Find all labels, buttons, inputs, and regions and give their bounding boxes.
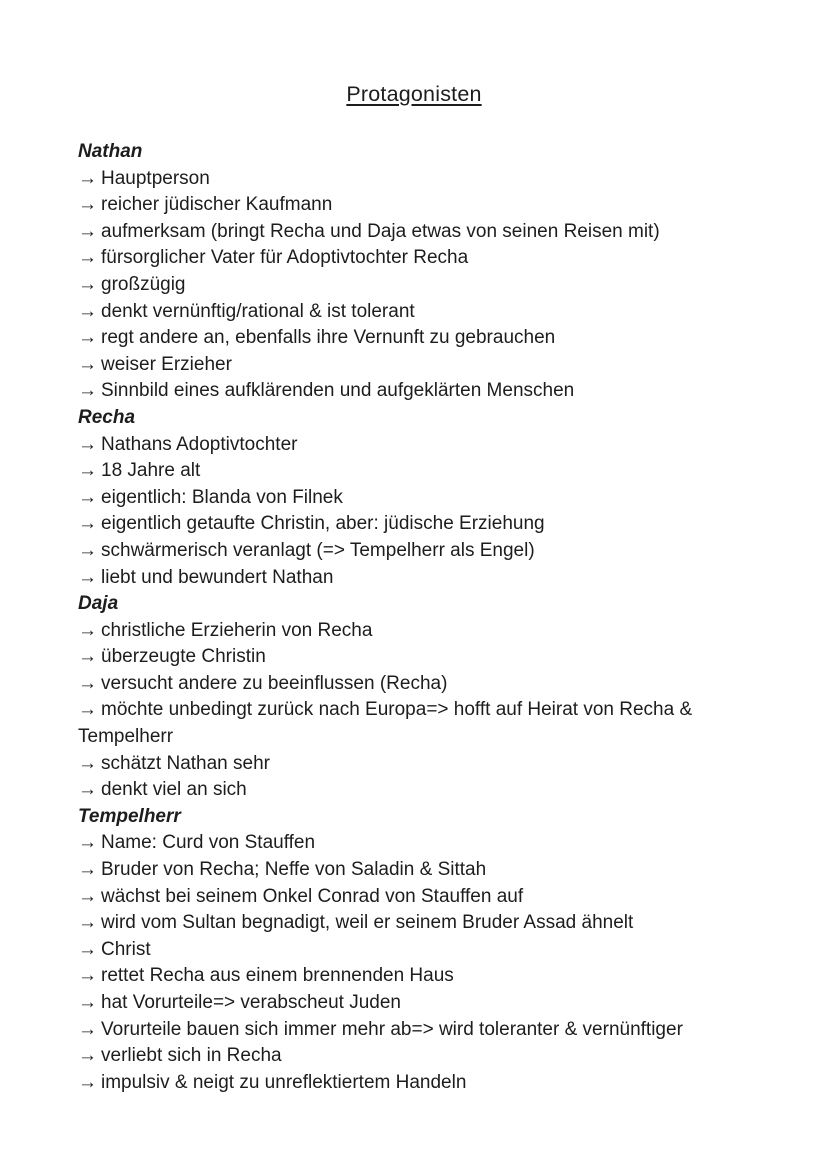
arrow-icon: → [78, 220, 97, 242]
section-header-recha: Recha [78, 406, 136, 428]
note-item-text: großzügig [101, 273, 186, 295]
note-item [78, 511, 750, 538]
note-item-text: aufmerksam (bringt Recha und Daja etwas von seinen Reisen mit) [101, 220, 660, 242]
arrow-icon: → [78, 1071, 97, 1093]
note-item-text: Christ [101, 938, 151, 960]
note-item-text: wächst bei seinem Onkel Conrad von Stauffen auf [101, 885, 524, 907]
note-item [78, 777, 750, 804]
section-header-daja: Daja [78, 593, 119, 615]
note-item [78, 458, 750, 485]
note-item [78, 352, 750, 379]
arrow-icon: → [78, 859, 97, 881]
protagonists-notes [78, 139, 750, 1096]
note-item [78, 671, 750, 698]
note-item-text: Bruder von Recha; Neffe von Saladin & Sittah [101, 859, 487, 881]
arrow-icon: → [78, 460, 97, 482]
arrow-icon: → [78, 832, 97, 854]
note-item [78, 990, 750, 1017]
note-item-text: hat Vorurteile=> verabscheut Juden [101, 992, 401, 1013]
note-item-text: Hauptperson [101, 167, 210, 189]
note-item [78, 1043, 750, 1070]
note-item-text: verliebt sich in Recha [101, 1045, 282, 1067]
arrow-icon: → [78, 433, 97, 455]
note-item [78, 857, 750, 884]
arrow-icon: → [78, 938, 97, 960]
note-item [78, 378, 750, 405]
note-item [78, 937, 750, 964]
note-item-text: 18 Jahre alt [101, 460, 201, 482]
arrow-icon: → [78, 380, 97, 402]
arrow-icon: → [78, 779, 97, 801]
arrow-icon: → [78, 672, 97, 694]
note-item-text: liebt und bewundert Nathan [101, 566, 334, 588]
arrow-icon: → [78, 699, 97, 721]
note-item [78, 485, 750, 512]
note-item-text: denkt vernünftig/rational & ist tolerant [101, 300, 415, 322]
note-item-text: fürsorglicher Vater für Adoptivtochter Recha [101, 247, 469, 269]
note-item-text: denkt viel an sich [101, 779, 247, 801]
note-item [78, 245, 750, 272]
arrow-icon: → [78, 1018, 97, 1040]
arrow-icon: → [78, 486, 97, 508]
note-item [78, 963, 750, 990]
note-item-text: Vorurteile bauen sich immer mehr ab=> wird toleranter & vernünftiger [101, 1018, 683, 1040]
note-item-text: schwärmerisch veranlagt (=> Tempelherr als Engel) [101, 539, 535, 561]
note-item [78, 325, 750, 352]
arrow-icon: → [78, 992, 97, 1013]
note-item-text: versucht andere zu beeinflussen (Recha) [101, 672, 448, 694]
note-item [78, 219, 750, 246]
arrow-icon: → [78, 539, 97, 561]
note-item-text: möchte unbedingt zurück nach Europa=> hofft auf Heirat von Recha & Tempelherr [78, 699, 693, 748]
note-item-text: impulsiv & neigt zu unreflektiertem Handeln [101, 1071, 467, 1093]
note-item [78, 1070, 750, 1097]
note-item-text: eigentlich: Blanda von Filnek [101, 486, 343, 508]
note-item [78, 432, 750, 459]
note-item-text: eigentlich getaufte Christin, aber: jüdische Erziehung [101, 513, 545, 535]
note-item [78, 299, 750, 326]
note-item-text: überzeugte Christin [101, 646, 266, 668]
note-item-text: Sinnbild eines aufklärenden und aufgeklärten Menschen [101, 380, 575, 402]
note-item [78, 1017, 750, 1044]
note-item [78, 272, 750, 299]
note-item [78, 618, 750, 645]
note-item [78, 192, 750, 219]
note-item-text: christliche Erzieherin von Recha [101, 619, 373, 641]
arrow-icon: → [78, 247, 97, 269]
note-item [78, 565, 750, 592]
note-item-text: Name: Curd von Stauffen [101, 832, 316, 854]
arrow-icon: → [78, 912, 97, 934]
note-item [78, 644, 750, 671]
note-item-text: reicher jüdischer Kaufmann [101, 194, 333, 216]
note-item [78, 751, 750, 778]
arrow-icon: → [78, 752, 97, 774]
note-item [78, 538, 750, 565]
arrow-icon: → [78, 885, 97, 907]
page-title: Protagonisten [346, 82, 482, 106]
section-header-tempelherr: Tempelherr [78, 805, 181, 827]
arrow-icon: → [78, 965, 97, 987]
arrow-icon: → [78, 273, 97, 295]
arrow-icon: → [78, 619, 97, 641]
section-header-nathan: Nathan [78, 141, 143, 162]
arrow-icon: → [78, 566, 97, 588]
arrow-icon: → [78, 646, 97, 668]
arrow-icon: → [78, 167, 97, 189]
arrow-icon: → [78, 513, 97, 535]
arrow-icon: → [78, 300, 97, 322]
note-item-text: weiser Erzieher [101, 353, 232, 375]
arrow-icon: → [78, 194, 97, 216]
note-item [78, 697, 750, 750]
note-item [78, 166, 750, 193]
note-item-text: schätzt Nathan sehr [101, 752, 270, 774]
note-item-text: wird vom Sultan begnadigt, weil er seinem Bruder Assad ähnelt [101, 912, 634, 934]
note-item-text: regt andere an, ebenfalls ihre Vernunft zu gebrauchen [101, 327, 556, 349]
arrow-icon: → [78, 1045, 97, 1067]
note-item [78, 884, 750, 911]
note-item-text: Nathans Adoptivtochter [101, 433, 298, 455]
note-item-text: rettet Recha aus einem brennenden Haus [101, 965, 454, 987]
note-item [78, 910, 750, 937]
arrow-icon: → [78, 353, 97, 375]
arrow-icon: → [78, 327, 97, 349]
note-item [78, 830, 750, 857]
